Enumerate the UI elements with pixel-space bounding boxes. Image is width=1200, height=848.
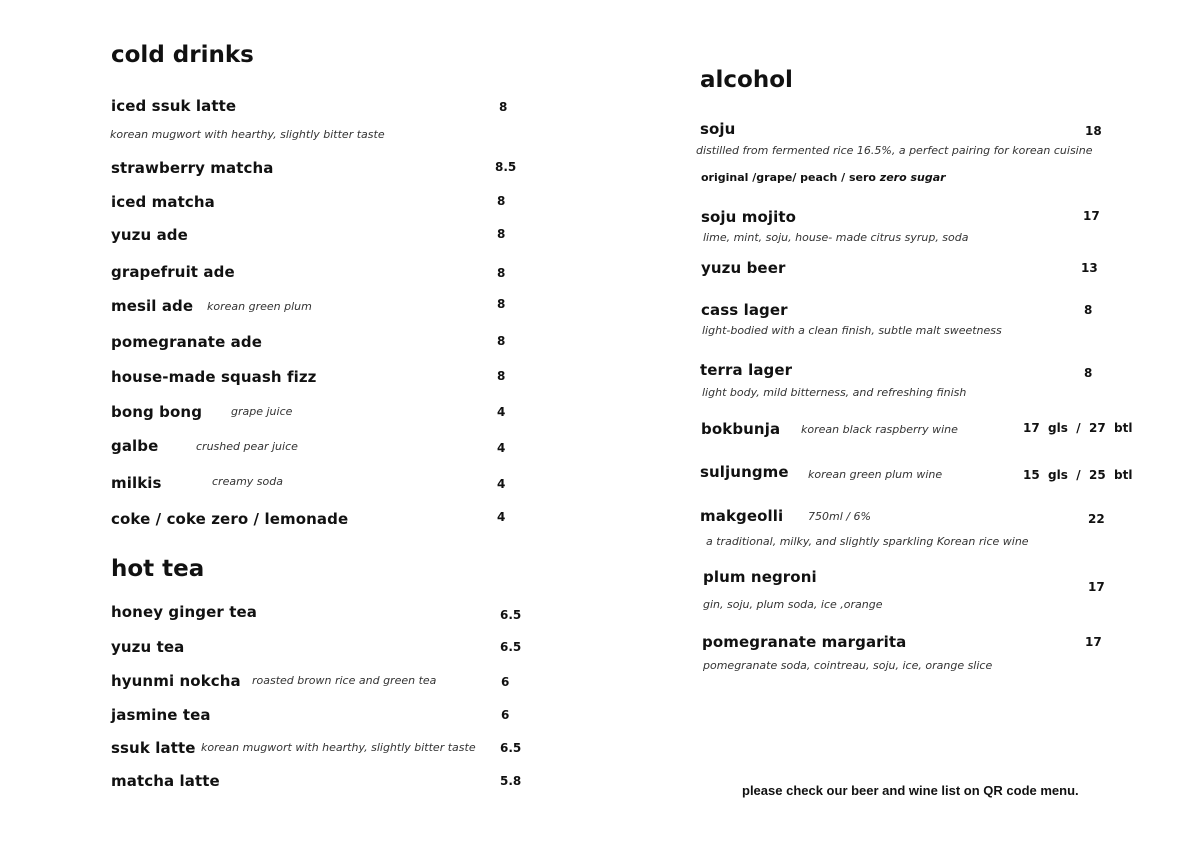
item-name: pomegranate ade: [111, 333, 263, 351]
item-name: ssuk latte: [111, 739, 196, 757]
item-name: makgeolli: [700, 507, 784, 525]
item-description: korean mugwort with hearthy, slightly bitter taste: [110, 128, 385, 141]
item-price: 8: [497, 334, 506, 348]
item-price: 8: [497, 194, 506, 208]
item-name: iced matcha: [111, 193, 215, 211]
item-name: yuzu tea: [111, 638, 185, 656]
item-description: korean green plum wine: [808, 468, 943, 481]
item-description: korean black raspberry wine: [801, 423, 958, 436]
item-price: 6.5: [500, 741, 522, 755]
item-name: jasmine tea: [111, 706, 211, 724]
item-price: 17: [1088, 580, 1105, 594]
item-description: distilled from fermented rice 16.5%, a perfect pairing for korean cuisine: [696, 144, 1093, 157]
item-name: plum negroni: [703, 568, 817, 586]
hot-tea-heading: hot tea: [111, 556, 205, 582]
item-price: 8: [497, 369, 506, 383]
item-name: soju: [700, 120, 736, 138]
item-name: cass lager: [701, 301, 788, 319]
item-name: iced ssuk latte: [111, 97, 237, 115]
item-description: lime, mint, soju, house- made citrus syrup, soda: [703, 231, 969, 244]
item-price: 5.8: [500, 774, 522, 788]
item-description: pomegranate soda, cointreau, soju, ice, orange slice: [703, 659, 993, 672]
alcohol-heading: alcohol: [700, 67, 793, 93]
item-name: house-made squash fizz: [111, 368, 317, 386]
soju-flavors: original /grape/ peach / sero zero sugar: [701, 171, 946, 184]
qr-code-notice: please check our beer and wine list on QR code menu.: [742, 783, 1079, 798]
item-description: creamy soda: [212, 475, 283, 488]
item-description: light body, mild bitterness, and refreshing finish: [702, 386, 967, 399]
item-name: bokbunja: [701, 420, 781, 438]
item-price: 17 gls / 27 btl: [1023, 421, 1133, 435]
item-price: 6: [501, 708, 510, 722]
item-price: 6.5: [500, 608, 522, 622]
item-name: bong bong: [111, 403, 203, 421]
zero-sugar-label: zero sugar: [879, 171, 946, 184]
item-name: suljungme: [700, 463, 789, 481]
item-name: coke / coke zero / lemonade: [111, 510, 349, 528]
item-price: 4: [497, 510, 506, 524]
item-description: crushed pear juice: [196, 440, 298, 453]
item-name: yuzu ade: [111, 226, 188, 244]
item-name: milkis: [111, 474, 162, 492]
item-name: mesil ade: [111, 297, 194, 315]
item-price: 13: [1081, 261, 1098, 275]
item-price: 8: [1084, 366, 1093, 380]
item-name: soju mojito: [701, 208, 797, 226]
item-price: 4: [497, 477, 506, 491]
item-name: terra lager: [700, 361, 793, 379]
item-price: 17: [1083, 209, 1100, 223]
item-price: 6: [501, 675, 510, 689]
item-description: grape juice: [231, 405, 293, 418]
item-name: grapefruit ade: [111, 263, 235, 281]
item-price: 8: [1084, 303, 1093, 317]
item-price: 18: [1085, 124, 1102, 138]
item-description: light-bodied with a clean finish, subtle malt sweetness: [702, 324, 1002, 337]
cold-drinks-heading: cold drinks: [111, 42, 254, 68]
item-price: 8: [499, 100, 508, 114]
item-name: pomegranate margarita: [702, 633, 907, 651]
item-name: yuzu beer: [701, 259, 786, 277]
item-description: a traditional, milky, and slightly sparkling Korean rice wine: [706, 535, 1029, 548]
item-price: 8: [497, 227, 506, 241]
item-price: 4: [497, 441, 506, 455]
item-price: 6.5: [500, 640, 522, 654]
item-description: roasted brown rice and green tea: [252, 674, 437, 687]
item-price: 22: [1088, 512, 1105, 526]
item-name: strawberry matcha: [111, 159, 274, 177]
item-price: 8: [497, 266, 506, 280]
item-tag: 750ml / 6%: [808, 510, 871, 523]
item-description: gin, soju, plum soda, ice ,orange: [703, 598, 883, 611]
item-name: matcha latte: [111, 772, 220, 790]
item-price: 15 gls / 25 btl: [1023, 468, 1133, 482]
item-price: 8: [497, 297, 506, 311]
item-price: 4: [497, 405, 506, 419]
item-description: korean mugwort with hearthy, slightly bitter taste: [201, 741, 476, 754]
item-name: hyunmi nokcha: [111, 672, 241, 690]
item-price: 8.5: [495, 160, 517, 174]
item-price: 17: [1085, 635, 1102, 649]
item-description: korean green plum: [207, 300, 312, 313]
item-name: galbe: [111, 437, 159, 455]
item-name: honey ginger tea: [111, 603, 257, 621]
